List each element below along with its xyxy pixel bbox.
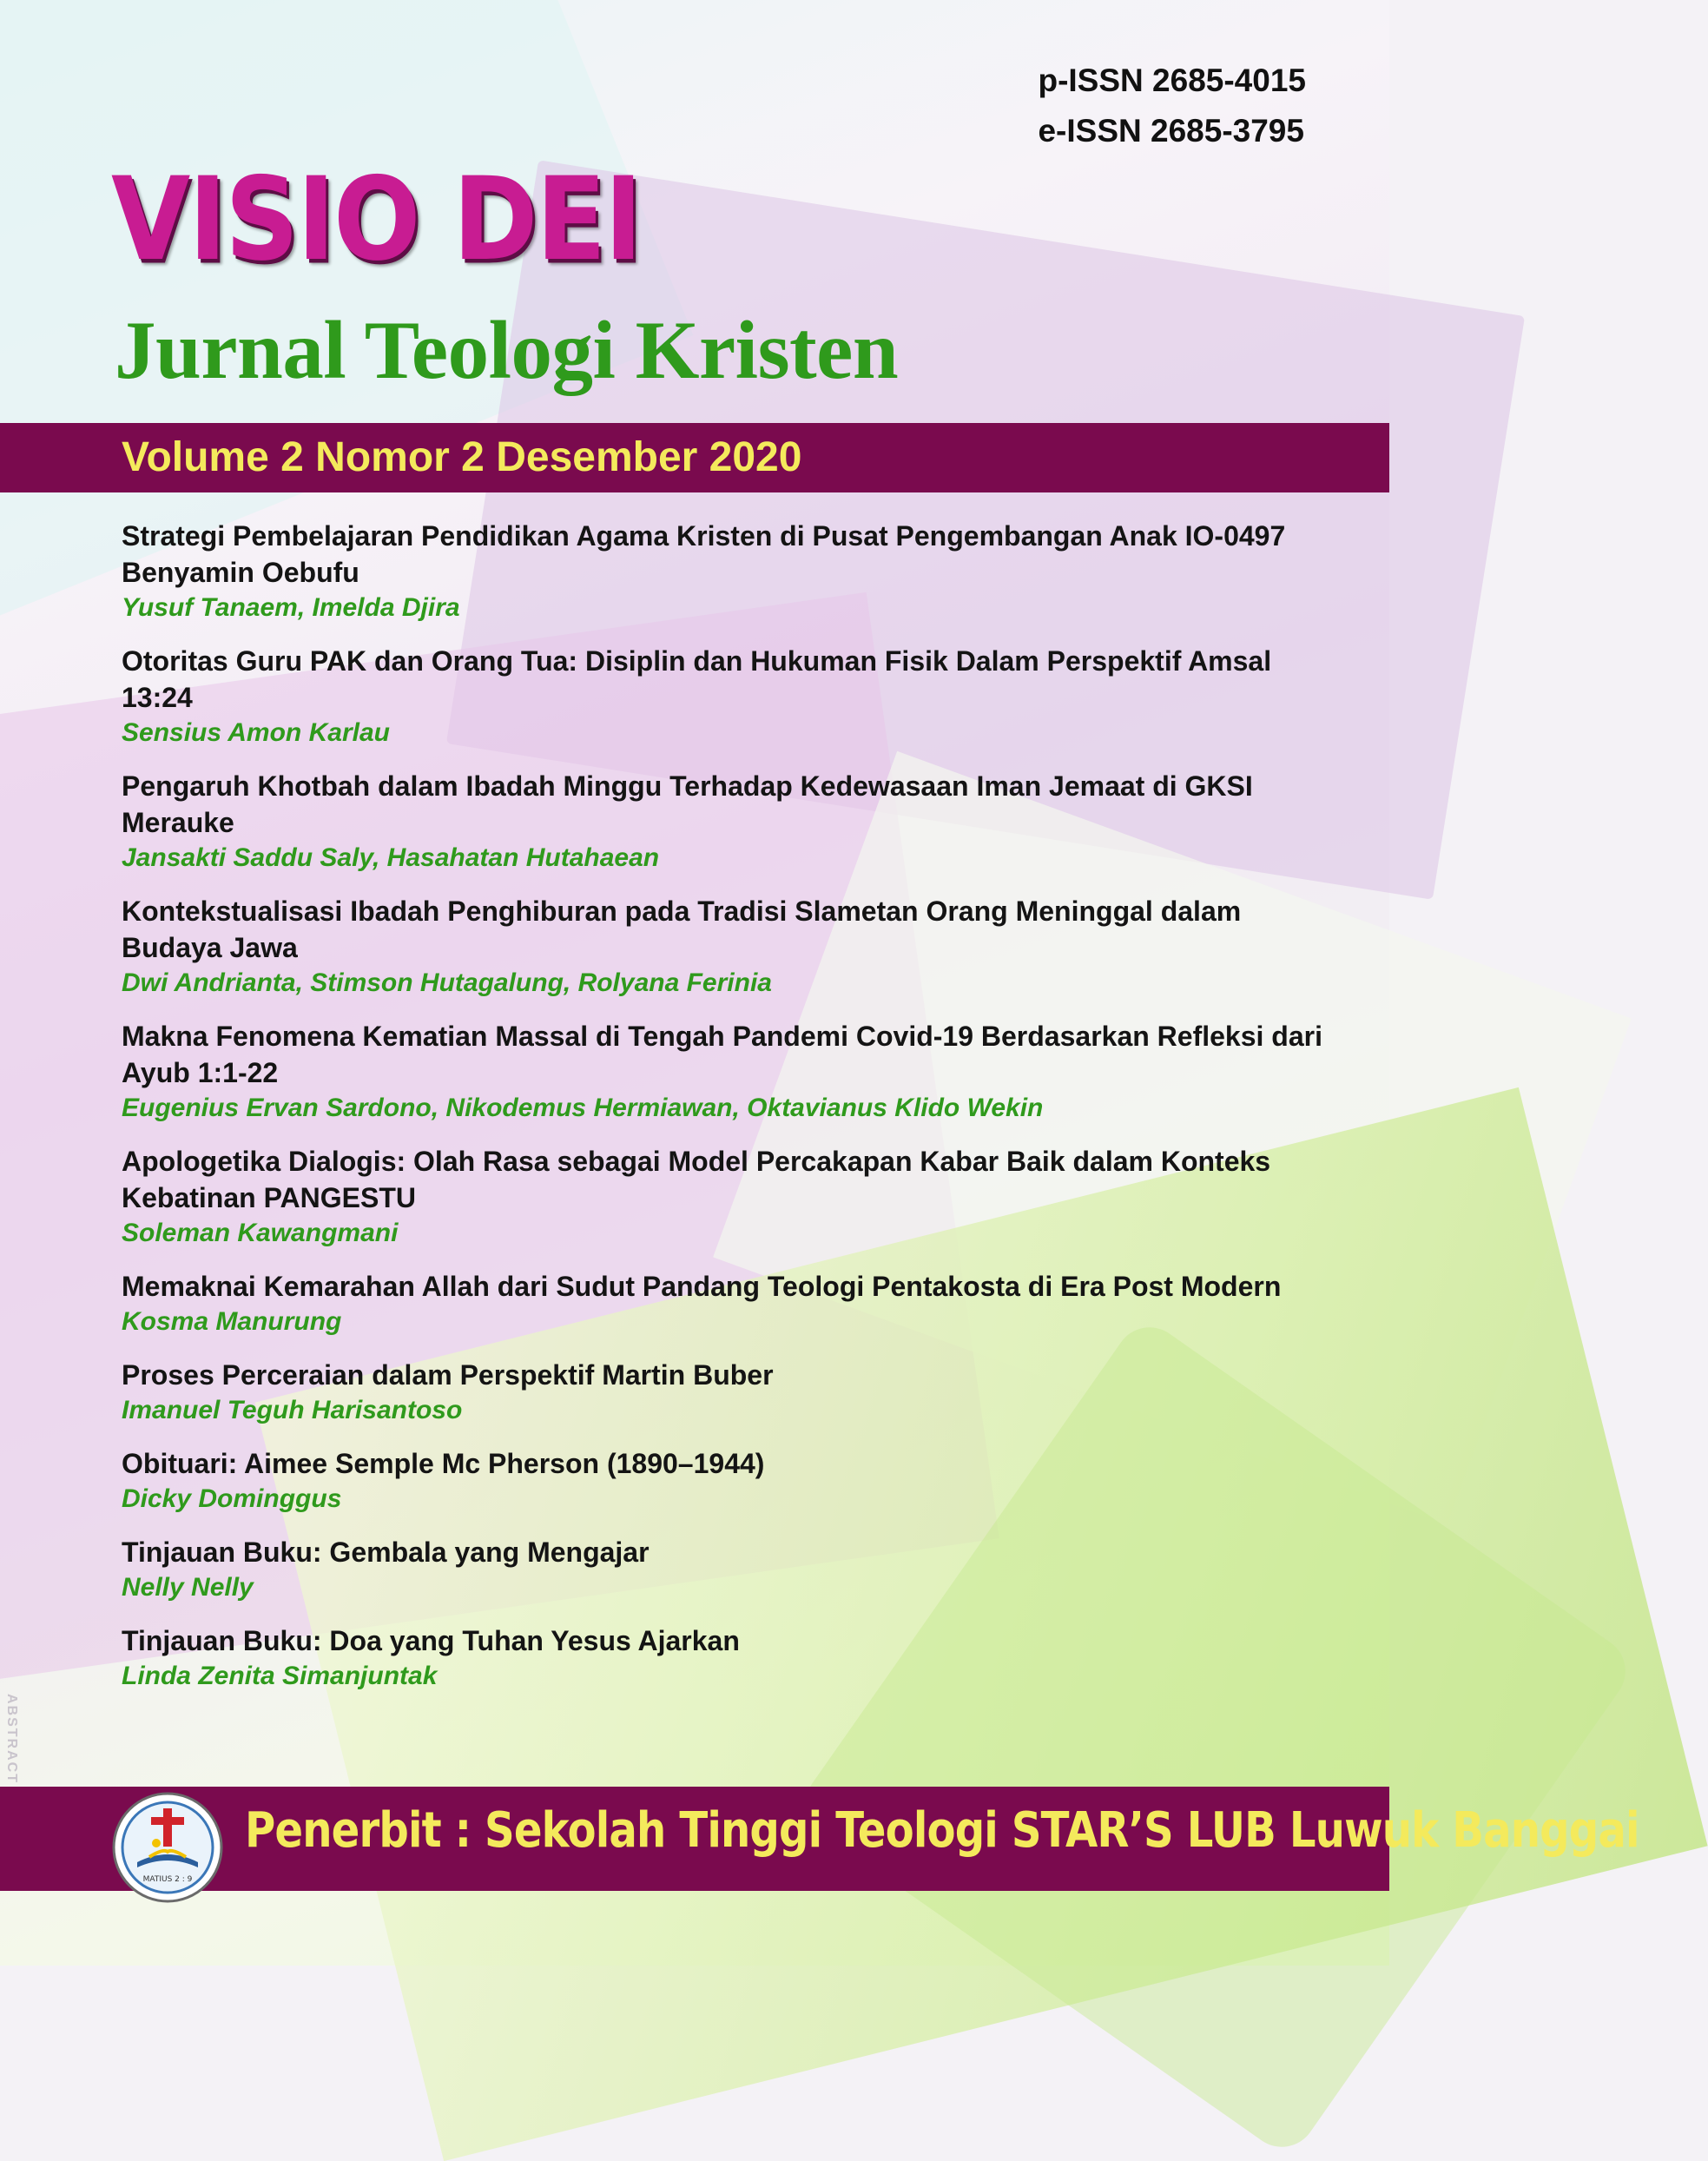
article-entry	[122, 518, 1337, 625]
article-entry	[122, 1445, 1337, 1517]
p-issn: p-ISSN 2685-4015	[1038, 63, 1306, 98]
article-entry	[122, 1268, 1337, 1339]
svg-text:MATIUS 2 : 9: MATIUS 2 : 9	[142, 1875, 193, 1884]
article-entry	[122, 1018, 1337, 1126]
article-authors: Dicky Dominggus	[122, 1484, 342, 1513]
volume-label: Volume 2 Nomor 2 Desember 2020	[122, 434, 802, 480]
article-title: Makna Fenomena Kematian Massal di Tengah Pandemi Covid-19 Berdasarkan Refleksi dari Ayub 1:1-22	[122, 1021, 1322, 1088]
article-title: Apologetika Dialogis: Olah Rasa sebagai Model Percakapan Kabar Baik dalam Konteks Kebatinan PANGESTU	[122, 1146, 1271, 1213]
article-authors: Imanuel Teguh Harisantoso	[122, 1396, 463, 1424]
volume-band	[0, 423, 1389, 492]
article-title: Tinjauan Buku: Doa yang Tuhan Yesus Ajarkan	[122, 1625, 740, 1656]
article-list	[122, 518, 1337, 1711]
article-authors: Nelly Nelly	[122, 1573, 254, 1602]
article-entry	[122, 1357, 1337, 1428]
seminary-seal-icon	[111, 1791, 224, 1904]
journal-title: VISIO DEI	[111, 151, 641, 287]
article-entry	[122, 768, 1337, 876]
article-title: Kontekstualisasi Ibadah Penghiburan pada Tradisi Slametan Orang Meninggal dalam Budaya Jawa	[122, 895, 1242, 963]
article-authors: Jansakti Saddu Saly, Hasahatan Hutahaean	[122, 843, 660, 872]
publisher-label: Penerbit : Sekolah Tinggi Teologi STAR’S LUB Luwuk Banggai	[245, 1802, 1639, 1859]
article-entry	[122, 1143, 1337, 1251]
article-entry	[122, 1534, 1337, 1605]
article-title: Tinjauan Buku: Gembala yang Mengajar	[122, 1536, 650, 1568]
article-authors: Kosma Manurung	[122, 1307, 342, 1336]
article-title: Strategi Pembelajaran Pendidikan Agama Kristen di Pusat Pengembangan Anak IO-0497 Benyamin Oebufu	[122, 520, 1286, 588]
article-title: Memaknai Kemarahan Allah dari Sudut Pandang Teologi Pentakosta di Era Post Modern	[122, 1271, 1282, 1302]
article-entry	[122, 1622, 1337, 1694]
journal-subtitle: Jurnal Teologi Kristen	[115, 304, 899, 396]
article-authors: Yusuf Tanaem, Imelda Djira	[122, 593, 460, 622]
article-authors: Linda Zenita Simanjuntak	[122, 1662, 438, 1690]
article-title: Obituari: Aimee Semple Mc Pherson (1890–1944)	[122, 1448, 765, 1479]
article-title: Proses Perceraian dalam Perspektif Martin Buber	[122, 1359, 774, 1391]
article-entry	[122, 893, 1337, 1001]
issn-block	[1038, 56, 1306, 156]
side-watermark: ABSTRACT	[4, 1694, 19, 1784]
article-authors: Soleman Kawangmani	[122, 1219, 399, 1247]
article-authors: Sensius Amon Karlau	[122, 718, 390, 747]
article-authors: Eugenius Ervan Sardono, Nikodemus Hermiawan, Oktavianus Klido Wekin	[122, 1094, 1044, 1122]
article-authors: Dwi Andrianta, Stimson Hutagalung, Rolyana Ferinia	[122, 968, 772, 997]
article-title: Otoritas Guru PAK dan Orang Tua: Disiplin dan Hukuman Fisik Dalam Perspektif Amsal 13:24	[122, 645, 1272, 713]
article-entry	[122, 643, 1337, 750]
e-issn: e-ISSN 2685-3795	[1038, 113, 1304, 149]
article-title: Pengaruh Khotbah dalam Ibadah Minggu Terhadap Kedewasaan Iman Jemaat di GKSI Merauke	[122, 770, 1253, 838]
